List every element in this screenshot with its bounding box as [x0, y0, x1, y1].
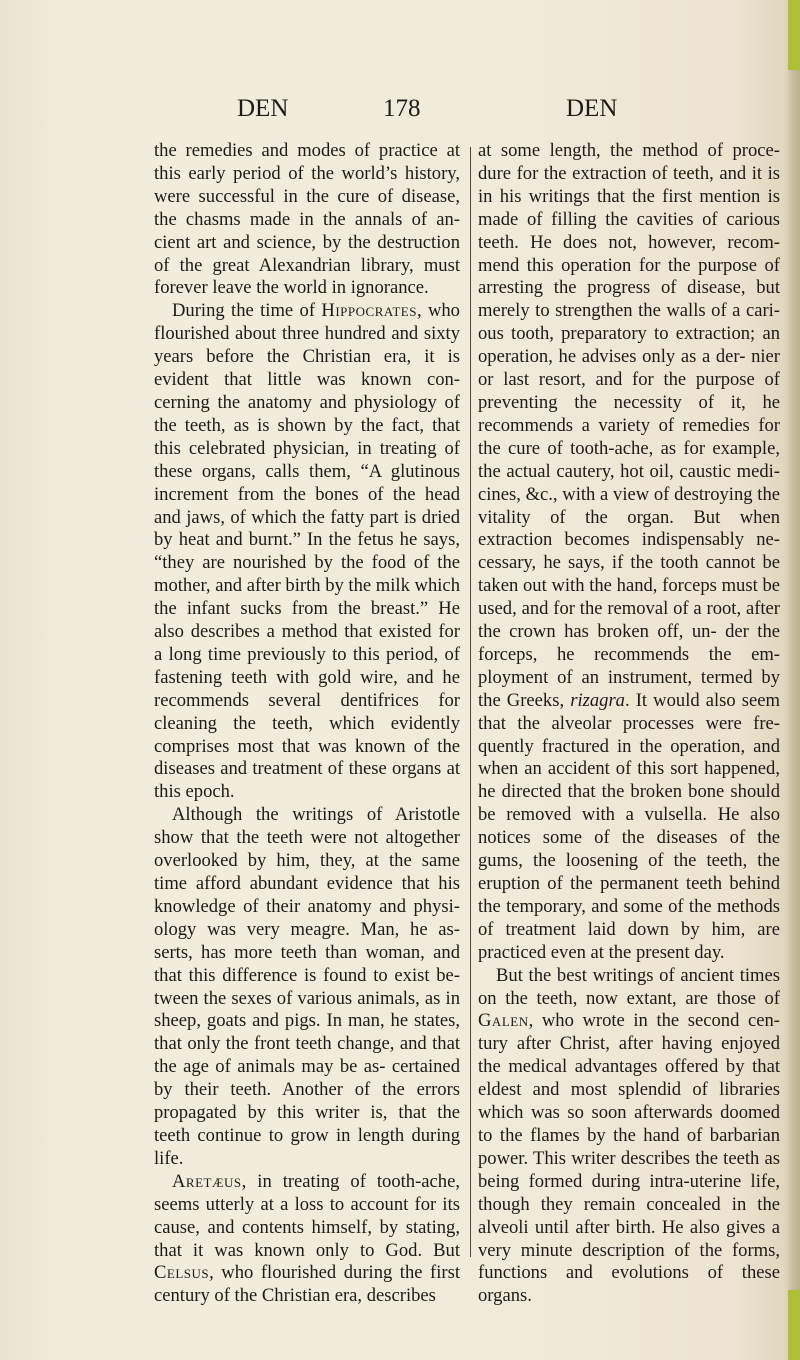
person-name: Galen — [478, 1010, 529, 1032]
header-guide-word-left: DEN — [237, 95, 289, 122]
column-divider — [470, 147, 471, 1257]
page-edge — [786, 0, 800, 1360]
paragraph-text: at some length, the method of proce- dure for the extraction of teeth, and it is in his writings that the first mention is made of filling the cavities of carious teeth. He does not, however, recom- mend this operation for the purpose of arresting the progress of disease, but merely to strengthen the walls of a cari- ous tooth, preparatory to extraction; an operation, he advises only as a der- nier or last resort, and for the purpose of preventing the necessity of it, he recommends a variety of remedies for the cure of tooth-ache, as for example, the actual cautery, hot oil, caustic medi- cines, &c., with a view of destroying the vitality of the organ. But when extraction becomes indispensably ne- cessary, he says, if the tooth cannot be taken out with the hand, forceps must be used, and for the removal of a root, after the crown has broken off, un- der the forceps, he recommends the em- ployment of an instrument, termed by the Greeks, — [478, 140, 780, 711]
paragraph — [478, 965, 780, 1309]
paragraph-text: . It would also seem that the alveolar processes were fre- quently fractured in the operation, and when an accident of this sort happened, he directed that the broken bone should be removed with a vulsella. He also notices some of the diseases of the gums, the loosening of the teeth, the eruption of the permanent teeth behind the temporary, and some of the methods of treatment laid down by him, are practiced even at the present day. — [478, 689, 780, 963]
paragraph — [154, 1171, 460, 1308]
header-guide-word-right: DEN — [566, 95, 618, 122]
running-header — [0, 93, 800, 125]
paragraph-text: During the time of — [172, 300, 322, 322]
color-bar-top — [788, 0, 800, 70]
paragraph-text: , in treating of tooth-ache, seems utterly at a loss to account for its cause, and contents himself, by stating, that it was known only to God. But — [154, 1170, 460, 1261]
page-number: 178 — [383, 95, 421, 122]
paragraph-text: , who wrote in the second cen- tury after Christ, after having enjoyed the medical advantages offered by that eldest and most splendid of libraries which was so soon afterwards doomed to the flames by the hand of barbarian power. This writer describes the teeth as being formed during intra-uterine life, though they remain concealed in the alveoli until after birth. He also gives a very minute description of the forms, functions and evolutions of these organs. — [478, 1010, 780, 1307]
left-column — [154, 140, 460, 1308]
paragraph — [154, 300, 460, 804]
person-name: Celsus — [154, 1262, 210, 1284]
paragraph — [154, 804, 460, 1171]
person-name: Aretæus — [172, 1170, 242, 1192]
paragraph — [478, 140, 780, 965]
paragraph-text: Although the writings of Aristotle show that the teeth were not altogether overlooked by him, they, at the same time afford abundant evidence that his knowledge of their anatomy and physi- ology was very meagre. Man, he as- serts, has more teeth than woman, and that this difference is found to exist be- tween the sexes of various animals, as in sheep, goats and pigs. In man, he states, that only the front teeth change, and that the age of animals may be as- certained by their teeth. Another of the errors propagated by this writer is, that the teeth continue to grow in length during life. — [154, 804, 460, 1169]
person-name: Hippocrates — [321, 300, 417, 322]
italic-term: rizagra — [570, 689, 625, 711]
color-bar-bottom — [788, 1290, 800, 1360]
paragraph-text: , who flourished during the first century of the Christian era, describes — [154, 1262, 460, 1307]
paragraph — [154, 140, 460, 300]
right-column — [478, 140, 780, 1308]
paragraph-text: the remedies and modes of practice at this early period of the world’s history, were successful in the cure of disease, the chasms made in the annals of an- cient art and science, by the destruction of the great Alexandrian library, must forever leave the world in ignorance. — [154, 140, 460, 299]
paragraph-text: But the best writings of ancient times on the teeth, now extant, are those of — [478, 964, 780, 1009]
paragraph-text: , who flourished about three hundred and sixty years before the Christian era, it is evident that little was known con- cerning the anatomy and physiology of the teeth, as is shown by the fact, that this celebrated physician, in treating of these organs, calls them, “A glutinous increment from the bones of the head and jaws, of which the fatty part is dried by heat and burnt.” In the fetus he says, “they are nourished by the food of the mother, and after birth by the milk which the infant sucks from the breast.” He also describes a method that existed for a long time previously to this period, of fastening teeth with gold wire, and he recommends several dentifrices for cleaning the teeth, which evidently comprises most that was known of the diseases and treatment of these organs at this epoch. — [154, 300, 460, 803]
